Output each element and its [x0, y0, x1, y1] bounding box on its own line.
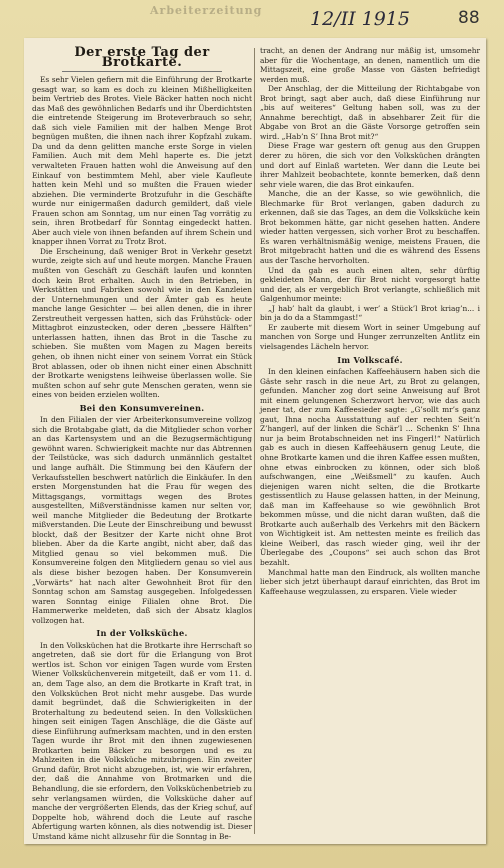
- right-column: [260, 46, 480, 836]
- paragraph: Diese Frage war gestern oft genug aus den Gruppen derer zu hören, die sich vor den Volksküchen drängten und dort auf Einlaß warteten. Wer dann die Leute bei ihrer Mahlzeit beobachtete, konnte bemerken, daß denn sehr viele waren, die das Brot einkaufen.: [260, 141, 480, 189]
- page-number: 88: [458, 8, 480, 28]
- paragraph: Die Erscheinung, daß weniger Brot in Verkehr gesetzt wurde, zeigte sich auf und heute morgen. Manche Frauen mußten von Geschäft zu Geschäft laufen und konnten doch kein Brot erhalten. Auch in den Betrieben, in Werkstätten und Fabriken sowohl wie in den Kanzleien der Unternehmungen und der Ämter gab es heute manche lange Gesichter — bei allen denen, die in ihrer Zerstreutheit vergessen hatten, sich das Frühstück- oder Mittagbrot einzustecken, oder deren „bessere Hälften“ unterlassen hatten, ihnen das Brot in die Tasche zu schieben. Sie mußten vom Magen zu Magen bereits gehen, ob ihnen nicht einer von seinem Vorrat ein Stück Brot ablassen, oder ob ihnen nicht einer einen Abschnitt der Brotkarte wenigstens leihweise überlassen wolle. Sie mußten schon auf sehr gute Menschen geraten, wenn sie eines von beiden erzielen wollten.: [32, 246, 252, 400]
- section-heading-volkskueche: In der Volksküche.: [96, 628, 188, 639]
- paragraph: Der Anschlag, der die Mitteilung der Richtabgabe von Brot bringt, sagt aber auch, daß diese Einführung nur „bis auf weiteres“ Geltung haben soll, was zu der Annahme berechtigt, daß in absehbarer Zeit für die Abgabe von Brot an die Gäste Vorsorge getroffen sein wird. „Hab’n S’ Ihna Brot mit?“: [260, 84, 480, 141]
- column-divider: [254, 48, 255, 834]
- faded-masthead: Arbeiterzeitung: [150, 4, 263, 17]
- paragraph: In den Volksküchen hat die Brotkarte ihre Herrschaft so angetreten, daß sie dort für die Erlangung von Brot wertlos ist. Schon vor einigen Tagen wurde vom Ersten Wiener Volksküchenverein mitgeteilt, daß er vom 11. d. an, dem Tage also, an dem die Brotkarte in Kraft trat, in den Volksküchen Brot nicht mehr ausgebe. Das wurde damit begründet, daß die Schwierigkeiten in der Broterhaltung zu bedeutend seien. In den Volksküchen hingen seit einigen Tagen Anschläge, die die Gäste auf diese Einführung aufmerksam machten, und in den ersten Tagen wurde ihr Brot mit den ihnen zugewiesenen Brotkarten beim Bäcker zu besorgen und es zu Mahlzeiten in die Volksküche mitzubringen. Ein zweiter Grund dafür, Brot nicht abzugeben, ist, wie wir erfahren, der, daß die Annahme von Brotmarken und die Behandlung, die sie erfordern, den Volksküchenbetrieb zu sehr verlangsamen würden, die Volksküche daher auf manche der vergrößerten Elends, das der Krieg schuf, auf Doppelte hob, während doch die Leute auf rasche Abfertigung warten können, als dies notwendig ist. Dieser Umstand käme nicht allzusehr für die Sonntag in Be-: [32, 640, 252, 841]
- left-column: [32, 45, 252, 841]
- paragraph: Und da gab es auch einen alten, sehr dürftig gekleideten Mann, der für Brot nicht vorgesorgt hatte und der, als er vergeblich Brot verlangte, schließlich mit Galgenhumor meinte:: [260, 265, 480, 304]
- paragraph: Es sehr Vielen gefiern mit die Einführung der Brotkarte gesagt war, so kam es doch zu kleinen Mißhelligkeiten beim Vertrieb des Brotes. Viele Bäcker hatten noch nicht das Maß des gewöhnlichen Bedarfs und ihr Überdichtsten die eintretende Steigerung im Broteverbrauch so sehr, daß sich viele Familien mit der halben Menge Brot begnügen mußten, die ihnen nach ihrer Kopfzahl zukam. Da und da denn gelitten manche erste Sorge in vielen Familien. Auch mit dem Mehl haperte es. Die jetzt verwalteten Frauen hatten wohl die Anweisung auf den Einkauf von bestimmtem Mehl, aber viele Kaufleute hatten kein Mehl und so mußten die Frauen wieder abziehen. Die verminderte Brotzufuhr in die Geschäfte wurde nur einigermaßen dadurch gemildert, daß viele Frauen schon am Sonntag, um nur einen Tag vorrätig zu sein, ihren Brotbedarf für Sonntag eingedeckt hatten. Aber auch viele von ihnen befanden auf ihrem Schein und knapper ihnen Vorrat zu Trotz Brot.: [32, 75, 252, 247]
- paragraph: Manche, die an der Kasse, so wie gewöhnlich, die Blechmarke für Brot verlangen, gaben dadurch zu erkennen, daß sie das Tages, an dem die Volksküche kein Brot bekommen hätte, gar nicht gesehen hatten. Andere wieder hatten vergessen, sich vorher Brot zu beschaffen. Es waren verhältnismäßig wenige, meistens Frauen, die Brot mitgebracht hatten und die es während des Essens aus der Tasche hervorholten.: [260, 189, 480, 266]
- paragraph: Manchmal hatte man den Eindruck, als wollten manche lieber sich jetzt überhaupt darauf einrichten, das Brot im Kaffeehause wegzulassen, zu ersparen. Viele wieder: [260, 567, 480, 596]
- newspaper-clipping: [24, 38, 486, 844]
- paragraph: tracht, an denen der Andrang nur mäßig ist, umsomehr aber für die Wochentage, an denen, namentlich um die Mittagszeit, eine große Masse von Gästen befriedigt werden muß.: [260, 46, 480, 84]
- title-rule: [62, 71, 222, 72]
- article-title: Der erste Tag der Brotkarte.: [74, 45, 210, 70]
- section-heading-konsumvereine: Bei den Konsumvereinen.: [79, 402, 205, 413]
- paragraph: In den kleinen einfachen Kaffeehäusern haben sich die Gäste sehr rasch in die neue Art, zu Brot zu gelangen, gefunden. Mancher zog dort seine Anweisung auf Brot mit einem gelungenen Scherzwort hervor, wie das auch jener tat, der zum Kaffeesieder sagte: „G’sollt mr’s ganz gaut, Ihna nocha Ausstattung auf der rechten Seit’n Z’hangerl, auf der linken die Schär’l ... Schenkn S’ Ihna nur ja beim Brotabschneiden net ins Fingerl!“ Natürlich gab es auch in diesen Kaffeehäusern genug Leute, die ohne Brotkarte kamen und die ihren Kaffee essen mußten, ohne etwas einbrocken zu können, oder sich bloß aufschwangen, eine „Weißsmell“ zu kaufen. Auch diejenigen waren nicht selten, die die Brotkarte gestissentlich zu Hause gelassen hatten, in der Meinung, daß man im Kaffeehause so wie gewöhnlich Brot bekommen müsse, und die nicht daran wußten, daß die Brotkarte auch außerhalb des Verkehrs mit den Bäckern von Wichtigkeit ist. Am nettesten meinte es freilich das kleine Weiberl, das rasch wieder ging, weil ihr der Überlegabe des „Coupons“ sei auch schon das Brot bezahlt.: [260, 367, 480, 567]
- paragraph: In den Filialen der vier Arbeiterkonsumvereine vollzog sich die Brotabgabe glatt, da die Mitglieder schon vorher an das Kartensystem und an die Bezugsermächtigung gewöhnt waren. Schwierigkeit machte nur das Abtrennen der Teilstücke, was sich dadurch unmännlich gestaltet und lange aufhält. Die Stimmung bei den Käufern der Verkaufsstellen beschwert natürlich die Einkäufer. In den ersten Morgenstunden hat die Frau für wegen des Mittagsgangs, vormittags wegen des Brotes ausgestellten, Mißverständnisse kamen nur selten vor, weil manche Mitglieder die Bedeutung der Brotkarte mißverstanden. Die Leute der Einschreibung und bewusst blockt, daß der Besitzer der Karte nicht ohne Brot blieben. Aber da die Karte angibt, nicht aber, daß das Mitglied genau so viel bekommen muß. Die Konsumvereine folgen den Mitgliedern genau so viel aus als diese bisher bezogen haben. Der Konsumverein „Vorwärts“ hat nach alter Gewohnheit Brot für den Sonntag schon am Samstag ausgegeben. Infolgedessen waren Sonntag einige Filialen ohne Brot. Die Hammerwerke meldeten, daß sich der Absatz klaglos vollzogen hat.: [32, 415, 252, 625]
- handwritten-date: 12/II 1915: [310, 8, 410, 30]
- quote-paragraph: „J hab’ halt da glaubt, i wer’ a Stück’l Brot kriag’n... i bin ja do da a Stammgast!“: [260, 303, 480, 323]
- section-heading-volkscafe: Im Volkscafé.: [337, 354, 403, 365]
- paragraph: Er zauberte mit diesem Wort in seiner Umgebung auf manchen von Sorge und Hunger zerrunzelten Antlitz ein vielsagendes Lächeln hervor.: [260, 322, 480, 351]
